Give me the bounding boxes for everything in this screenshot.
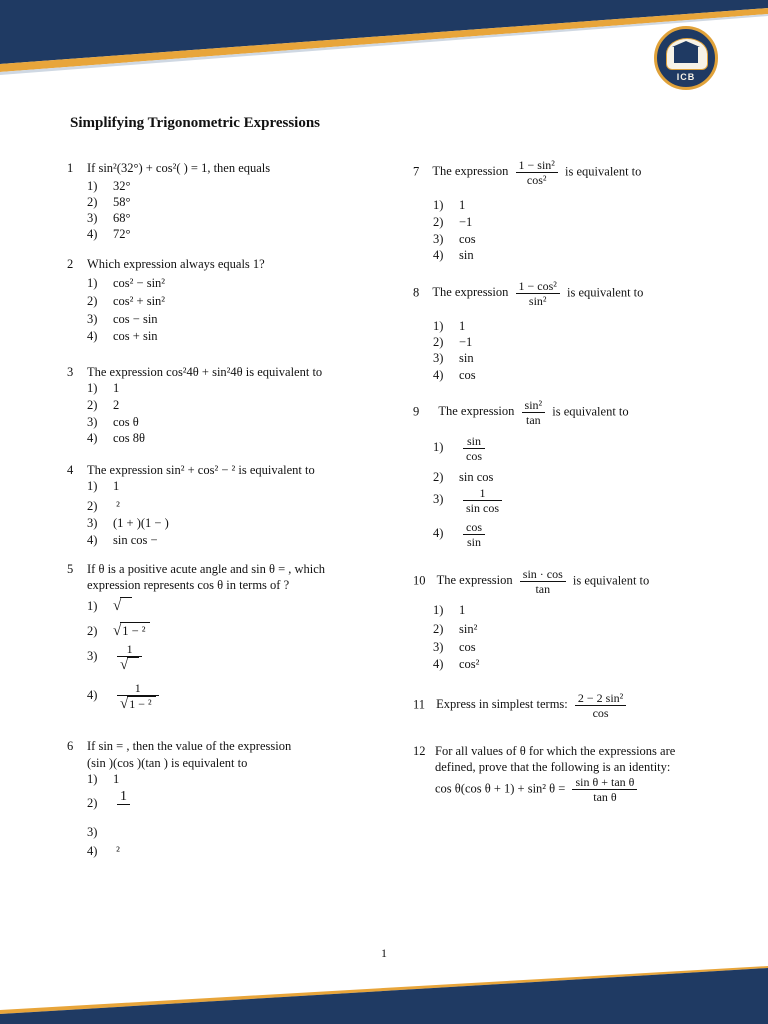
option-4: 4) cos² [433,657,480,671]
option-4: 4) $\frac{\cos}{\sin}$ [433,520,489,549]
option-4: 4) sin [433,248,474,262]
question-number: 3 [67,365,74,379]
option-1: 1) 1 [87,381,120,395]
question-number: 11 [413,697,426,712]
option-3: 3) 68° [87,211,131,225]
question-text: Which expression always equals 1? [87,257,265,271]
option-1: 1) 1 [433,319,466,333]
question-number: 6 [67,739,74,753]
option-1: 1) 32° [87,179,131,193]
option-2: 2) sin² [433,622,478,636]
question-text-line-2: defined, prove that the following is an identity: [435,760,671,774]
question-text: If sin²(32°) + cos²( ) = 1, then equals [87,161,271,175]
question-text-line-1: If θ is a positive acute angle and sin θ = , which [87,562,326,576]
question-text-line-2: (sin )(cos )(tan ) is equivalent to [87,756,248,770]
option-3: 3) cos [433,640,476,654]
option-3: 3) $\frac{1}{\text{sin cos}}$ [433,486,506,515]
option-2: 2) −1 [433,335,473,349]
logo-text: ICB [676,72,696,82]
question-number: 9 [413,404,420,419]
question-number: 4 [67,463,74,477]
question-text: The expression cos²4θ + sin²4θ is equivalent to [87,365,323,379]
option-4: 4) $\frac{1}{\text{√1 − ²}}$ [87,681,163,711]
option-4: 4) 72° [87,227,131,241]
option-2: 2) 2 [87,398,120,412]
option-4: 4) ² [87,844,120,858]
option-1: 1) √ [87,597,132,614]
building-icon [674,47,698,63]
option-1: 1) $\frac{\sin}{\cos}$ [433,434,489,463]
school-logo [654,26,718,90]
option-2: 2) ² [87,499,120,513]
option-4: 4) cos + sin [87,329,158,343]
option-2: 2) 1 [87,790,134,819]
option-1: 1) cos² − sin² [87,276,166,290]
page-number: 1 [381,946,387,960]
question-number: 7 [413,164,420,179]
option-1: 1) 1 [433,603,466,617]
question-number: 2 [67,257,74,271]
identity-equation: cos θ(cos θ + 1) + sin² θ = $\frac{\text{sin θ + tan θ}}{\text{tan θ}}$ [435,775,641,804]
header-banner [0,0,768,80]
option-2: 2) −1 [433,215,473,229]
option-3: 3) sin [433,351,474,365]
option-2: 2) √1 − ² [87,622,150,639]
option-3: 3) cos [433,232,476,246]
question-text-line-2: expression represents cos θ in terms of ? [87,578,290,592]
option-2: 2) sin cos [433,470,494,484]
option-1: 1) 1 [433,198,466,212]
option-2: 2) 58° [87,195,131,209]
option-3: 3) (1 + )(1 − ) [87,516,169,530]
question-number: 8 [413,285,420,300]
option-3: 3) cos − sin [87,312,158,326]
question-text-line-1: For all values of θ for which the expressions are [435,744,676,758]
option-4: 4) cos 8θ [87,431,146,445]
question-number: 12 [413,744,426,758]
question-text: The expression sin² + cos² − ² is equivalent to [87,463,315,477]
option-4: 4) sin cos − [87,533,158,547]
option-3: 3) $\frac{1}{√}$ [87,642,146,672]
question-number: 5 [67,562,74,576]
option-3: 3) cos θ [87,415,139,429]
question-text-line-1: If sin = , then the value of the expression [87,739,292,753]
question-number: 10 [413,573,426,588]
footer-banner [0,958,768,1024]
option-2: 2) cos² + sin² [87,294,166,308]
page-title: Simplifying Trigonometric Expressions [70,115,321,131]
option-1: 1) 1 [87,772,120,786]
option-3: 3) [87,825,98,839]
question-number: 1 [67,161,74,175]
option-4: 4) cos [433,368,476,382]
option-1: 1) 1 [87,479,120,493]
